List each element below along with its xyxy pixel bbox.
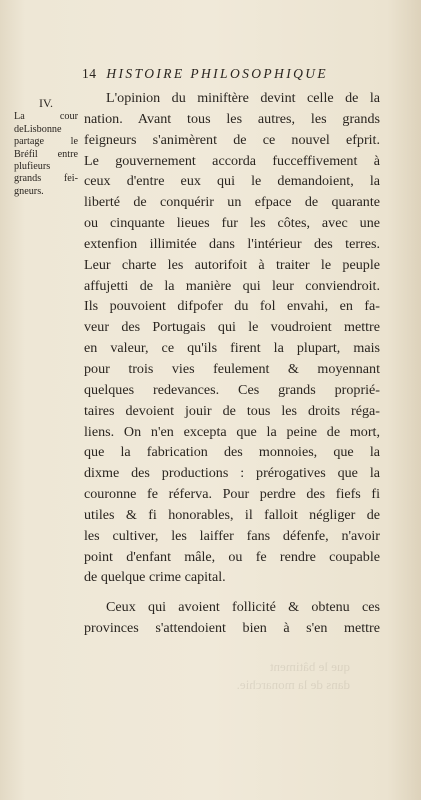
text-line: L'opinion du miniftère devint celle de la <box>106 90 380 106</box>
text-line: liberté de conquérir un efpace de quarante <box>84 194 380 211</box>
text-line: en valeur, ce qu'ils firent la plupart, mais <box>84 340 380 357</box>
paragraph <box>84 597 380 639</box>
side-note-line: deLisbonne <box>14 123 62 135</box>
text-line: point d'enfant mâle, ou fe rendre coupable <box>84 548 380 565</box>
text-line: affujetti de la manière qui leur conviendroit. <box>84 277 380 294</box>
text-line: les cultiver, les laiffer fans défenfe, n'avoir <box>84 527 380 544</box>
text-line: nation. Avant tous les autres, les grands <box>84 110 380 127</box>
running-title: HISTOIRE PHILOSOPHIQUE <box>106 66 329 81</box>
side-note-line: La cour <box>14 111 78 123</box>
text-line: quelques redevances. Ces grands proprié- <box>84 381 380 398</box>
show-through-text: que le bâtiment dans de la monarchie. <box>236 659 350 692</box>
text-line: provinces s'attendoient bien à s'en mettre <box>84 620 380 637</box>
side-note-line: Bréfil entre <box>14 148 78 160</box>
paragraph-gap <box>84 588 380 597</box>
side-note-line: partage le <box>14 136 78 148</box>
paragraph <box>84 88 380 588</box>
text-line: ou cinquante lieues fur les côtes, avec une <box>84 215 380 232</box>
text-line: Ceux qui avoient follicité & obtenu ces <box>106 599 380 616</box>
side-note <box>14 97 78 198</box>
text-line: couronne fe réferva. Pour perdre des fiefs fi <box>84 486 380 503</box>
text-line: taires devoient jouir de tous les droits réga- <box>84 402 380 419</box>
text-line: veur des Portugais qui le voudroient mettre <box>84 319 380 336</box>
text-line: feigneurs s'animèrent de ce nouvel efprit. <box>84 131 380 148</box>
text-line: de quelque crime capital. <box>84 569 226 586</box>
side-note-line: grands fei- <box>14 173 78 185</box>
text-line: pour trois vies feulement & moyennant <box>84 360 380 377</box>
text-line: Le gouvernement accorda fucceffivement à <box>84 152 380 169</box>
text-line: ceux d'entre eux qui le demandoient, la <box>84 173 380 190</box>
side-note-number: IV. <box>38 96 54 110</box>
text-line: que la fabrication des monnoies, que la <box>84 444 380 461</box>
text-line: liens. On n'en excepta que la peine de mort, <box>84 423 380 440</box>
text-line: extenfion illimitée dans l'intérieur des terres. <box>84 235 380 252</box>
text-line: Leur charte les autorifoit à traiter le peuple <box>84 256 380 273</box>
body-text <box>84 88 380 639</box>
side-note-line: plufieurs <box>14 161 51 173</box>
text-line: utiles & fi honorables, il falloit négliger de <box>84 506 380 523</box>
page-number: 14 <box>82 66 97 81</box>
running-header <box>82 66 382 82</box>
text-line: Ils pouvoient difpofer du fol envahi, en fa- <box>84 298 380 315</box>
text-line: dixme des productions : prérogatives que la <box>84 465 380 482</box>
side-note-line: gneurs. <box>14 185 44 197</box>
